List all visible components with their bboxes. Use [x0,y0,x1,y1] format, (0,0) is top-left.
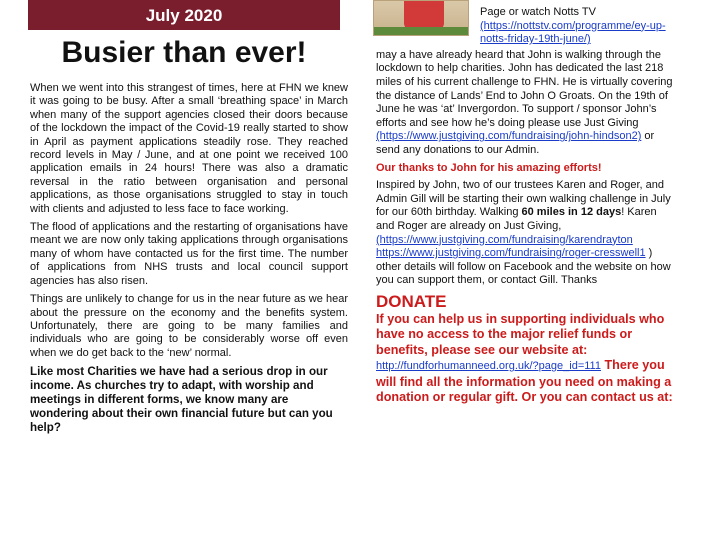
john-paragraph: may a have already heard that John is walking through the lockdown to help charities. John has dedicated the last 218 miles of his current challenge to FHN. He is virtually covering the distance of Lands’ End to John O Groats. On the 19th of June he was ‘at’ Invergordon. To support / sponsor John’s efforts and see how he’s doing please use Just Giving [376,48,673,129]
walking-challenge-text: Inspired by John, two of our trustees Karen and Roger, and Admin Gill will be starting their own walking challenge in July for our 60th birthday. Walking [376,179,671,219]
issue-date: July 2020 [145,6,223,25]
challenge-details: ) other details will follow on Facebook and the website on how you can support them, or contact Gill. Thanks [376,247,671,287]
thanks-line: Our thanks to John for his amazing efforts! [376,161,602,174]
donate-website-link[interactable]: http://fundforhumanneed.org.uk/?page_id=111 [376,360,601,373]
john-justgiving-link[interactable]: (https://www.justgiving.com/fundraising/john-hindson2) [376,130,642,143]
notts-tv-link[interactable]: (https://nottstv.com/programme/ey-up-notts-friday-19th-june/) [480,19,666,46]
donate-section [376,312,676,405]
donate-intro: If you can help us in supporting individuals who have no access to the major relief funds or benefits, please see our website at: [376,311,665,357]
main-article [30,82,348,440]
donate-more-info: There you will find all the information you need on making a donation or regular gift. Or you can contact us at: [376,358,673,404]
article-paragraph: The flood of applications and the restarting of organisations have meant we are now only taking applications through organisations many of whom have contacted us for the first time. The number of applications from NHS trusts and local council support agencies has also risen. [30,221,348,287]
john-paragraph-tail: or send any donations to our Admin. [376,130,655,156]
article-paragraph: Things are unlikely to change for us in the near future as we hear about the pressure on the economy and the benefits system. Unfortunately, there are going to be many families and individuals who are going to be considerably worse off even when we do get back to the ‘new’ normal. [30,293,348,359]
article-paragraph: When we went into this strangest of times, here at FHN we knew it was going to be busy. After a small ‘breathing space’ in March when many of the support agencies closed their doors because of the lockdown the impact of the Covid-19 really started to show in April as payment applications steadily rose. They reached record levels in May / June, and at one point we received 100 application emails in 24 hours! There was also a dramatic reversal in the ratio between organisation and personal applications, as those organisations struggled to stay in touch with clients and adjusted to less face to face working. [30,82,348,215]
notts-tv-intro: Page or watch Notts TV [480,6,596,18]
page-title: Busier than ever! [61,36,307,69]
roger-justgiving-link[interactable]: https://www.justgiving.com/fundraising/roger-cresswell1 [376,247,646,260]
walking-challenge-text-end: ! Karen and Roger are already on Just Giving, [376,206,657,232]
side-article [376,0,676,405]
donate-heading: DONATE [376,291,447,311]
appeal-paragraph: Like most Charities we have had a serious drop in our income. As churches try to adapt, with worship and meetings in different forms, we know many are wondering about their own financial future but can you help? [30,365,333,435]
walking-challenge-highlight: 60 miles in 12 days [521,206,622,219]
karen-justgiving-link[interactable]: (https://www.justgiving.com/fundraising/karendrayton [376,233,633,246]
newsletter-banner [28,0,340,30]
